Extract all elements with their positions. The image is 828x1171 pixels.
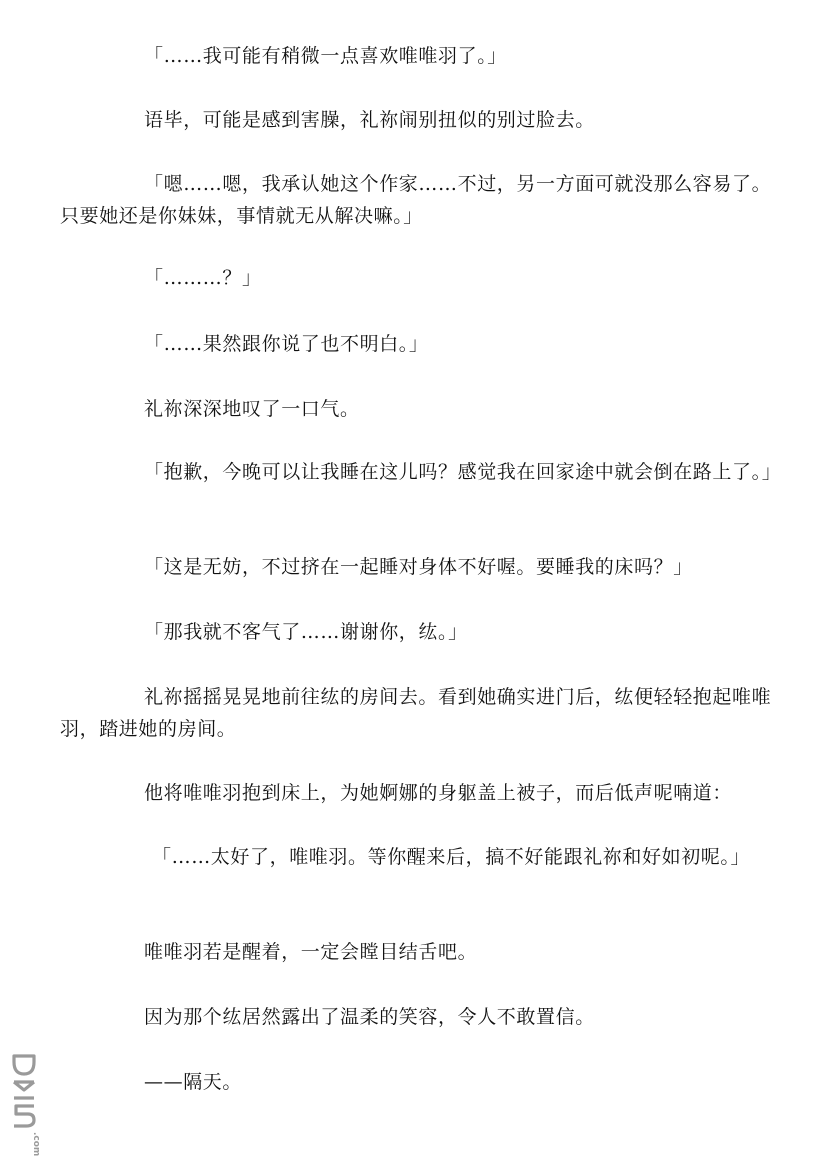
paragraph-1: 「……我可能有稍微一点喜欢唯唯羽了。」 [144,45,507,67]
paragraph-4: 「………？」 [144,267,262,289]
dm5-watermark-logo [8,1052,42,1160]
paragraph-12: 「……太好了，唯唯羽。等你醒来后，搞不好能跟礼祢和好如初呢。」 [152,846,751,868]
paragraph-14: 因为那个纮居然露出了温柔的笑容，令人不敢置信。 [144,1006,595,1028]
paragraph-8: 「这是无妨，不过挤在一起睡对身体不好喔。要睡我的床吗？」 [144,556,693,578]
paragraph-2: 语毕，可能是感到害臊，礼祢闹别扭似的别过脸去。 [144,109,595,131]
paragraph-11: 他将唯唯羽抱到床上，为她婀娜的身躯盖上被子，而后低声呢喃道： [144,782,733,804]
paragraph-6: 礼祢深深地叹了一口气。 [144,398,360,420]
svg-text:.com: .com [31,1132,41,1157]
paragraph-7: 「抱歉，今晚可以让我睡在这儿吗？感觉我在回家途中就会倒在路上了。」 [144,461,782,483]
paragraph-5: 「……果然跟你说了也不明白。」 [144,333,429,355]
paragraph-15: ——隔天。 [144,1071,243,1093]
paragraph-3: 「嗯……嗯，我承认她这个作家……不过，另一方面可就没那么容易了。只要她还是你妹妹，事情就无从解决嘛。」 [60,173,772,227]
paragraph-9: 「那我就不客气了……谢谢你，纮。」 [144,621,468,643]
paragraph-10: 礼祢摇摇晃晃地前往纮的房间去。看到她确实进门后，纮便轻轻抱起唯唯羽，踏进她的房间。 [60,686,772,740]
paragraph-13: 唯唯羽若是醒着，一定会瞠目结舌吧。 [144,941,478,963]
